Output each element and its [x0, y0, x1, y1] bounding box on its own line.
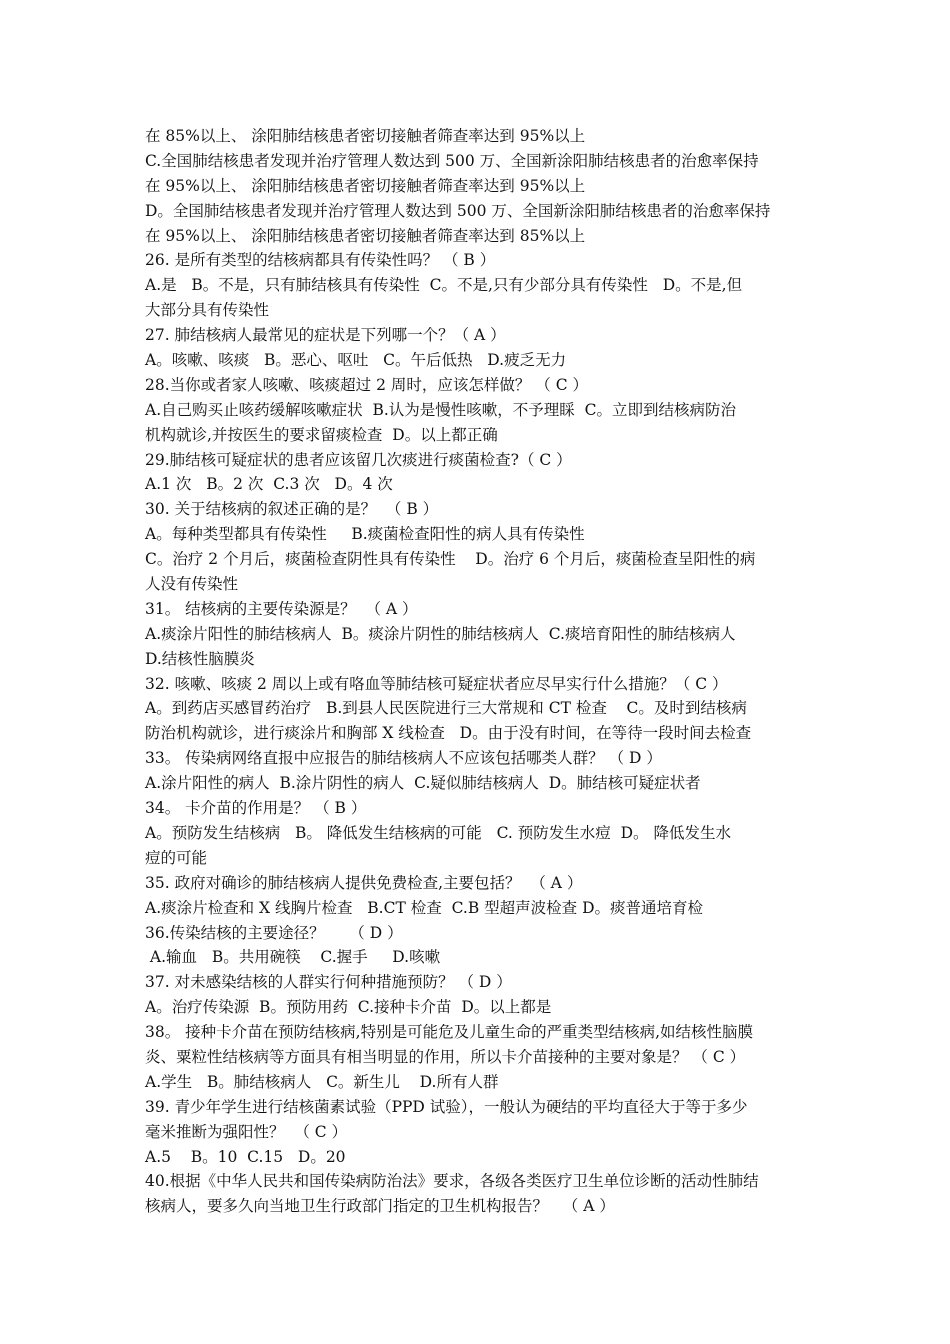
options-line: D.结核性脑膜炎 [145, 649, 255, 668]
question-line: 31。 结核病的主要传染源是？ （ A ） [145, 599, 418, 618]
question-line: 28.当你或者家人咳嗽、咳痰超过 2 周时，应该怎样做？ （ C ） [145, 375, 589, 394]
text-line: C.全国肺结核患者发现并治疗管理人数达到 500 万、全国新涂阳肺结核患者的治愈率保持 [145, 151, 759, 170]
question-line: 34。 卡介苗的作用是？ （ B ） [145, 799, 367, 818]
options-line: A.痰涂片阳性的肺结核病人 B。痰涂片阴性的肺结核病人 C.痰培育阳性的肺结核病人 [145, 624, 736, 643]
options-line: A。到药店买感冒药治疗 B.到县人民医院进行三大常规和 CT 检查 C。及时到结核病 [145, 699, 747, 718]
question-line: 33。 传染病网络直报中应报告的肺结核病人不应该包括哪类人群？ （ D ） [145, 749, 662, 768]
options-line: A。治疗传染源 B。预防用药 C.接种卡介苗 D。以上都是 [145, 998, 552, 1017]
question-line: 37. 对未感染结核的人群实行何种措施预防？ （ D ） [145, 973, 512, 992]
question-line: 36.传染结核的主要途径？ （ D ） [145, 923, 403, 942]
options-line: A.是 B。不是，只有肺结核具有传染性 C。不是,只有少部分具有传染性 D。不是,但 [145, 276, 743, 295]
question-line: 32. 咳嗽、咳痰 2 周以上或有咯血等肺结核可疑症状者应尽早实行什么措施？（ C ） [145, 674, 728, 693]
text-line: 在 85%以上、 涂阳肺结核患者密切接触者筛查率达到 95%以上 [145, 127, 586, 145]
options-line: 大部分具有传染性 [145, 301, 270, 320]
options-line: A。咳嗽、咳痰 B。恶心、呕吐 C。午后低热 D.疲乏无力 [145, 351, 567, 370]
question-line: 炎、粟粒性结核病等方面具有相当明显的作用，所以卡介苗接种的主要对象是？ （ C ） [145, 1047, 746, 1066]
question-line: 35. 政府对确诊的肺结核病人提供免费检查,主要包括？ （ A ） [145, 873, 583, 892]
options-line: A.学生 B。肺结核病人 C。新生儿 D.所有人群 [145, 1072, 499, 1091]
options-line: C。治疗 2 个月后，痰菌检查阴性具有传染性 D。治疗 6 个月后，痰菌检查呈阳性的病 [145, 550, 756, 569]
question-line: 27. 肺结核病人最常见的症状是下列哪一个？（ A ） [145, 326, 506, 345]
options-line: A.痰涂片检查和 X 线胸片检查 B.CT 检查 C.B 型超声波检查 D。痰普通培育检 [145, 898, 703, 917]
question-line: 38。 接种卡介苗在预防结核病,特别是可能危及儿童生命的严重类型结核病,如结核性脑膜 [145, 1023, 754, 1042]
question-line: 30. 关于结核病的叙述正确的是？ （ B ） [145, 500, 439, 519]
question-line: 39. 青少年学生进行结核菌素试验（PPD 试验），一般认为硬结的平均直径大于等于多少 [145, 1097, 748, 1116]
options-line: A.1 次 B。2 次 C.3 次 D。4 次 [145, 475, 393, 494]
question-line: 26. 是所有类型的结核病都具有传染性吗？ （ B ） [145, 251, 496, 270]
question-line: 40.根据《中华人民共和国传染病防治法》要求，各级各类医疗卫生单位诊断的活动性肺结 [145, 1172, 759, 1191]
text-line: 在 95%以上、 涂阳肺结核患者密切接触者筛查率达到 95%以上 [145, 176, 586, 195]
options-line: 痘的可能 [145, 848, 208, 867]
options-line: A.自己购买止咳药缓解咳嗽症状 B.认为是慢性咳嗽，不予理睬 C。立即到结核病防治 [145, 400, 737, 419]
document-page [145, 124, 810, 1219]
options-line: A。每种类型都具有传染性 B.痰菌检查阳性的病人具有传染性 [145, 525, 585, 544]
options-line: A。预防发生结核病 B。 降低发生结核病的可能 C. 预防发生水痘 D。 降低发生水 [145, 823, 731, 842]
text-line: D。全国肺结核患者发现并治疗管理人数达到 500 万、全国新涂阳肺结核患者的治愈率保持 [145, 201, 771, 220]
question-line: 毫米推断为强阳性？ （ C ） [145, 1122, 348, 1141]
question-line: 29.肺结核可疑症状的患者应该留几次痰进行痰菌检查?（ C ） [145, 450, 572, 469]
options-line: A.涂片阳性的病人 B.涂片阴性的病人 C.疑似肺结核病人 D。肺结核可疑症状者 [145, 774, 701, 793]
question-line: 核病人，要多久向当地卫生行政部门指定的卫生机构报告？ （ A ） [145, 1197, 615, 1216]
options-line: 机构就诊,并按医生的要求留痰检查 D。以上都正确 [145, 425, 498, 444]
text-line: 在 95%以上、 涂阳肺结核患者密切接触者筛查率达到 85%以上 [145, 226, 586, 245]
options-line: 人没有传染性 [145, 575, 239, 594]
options-line: 防治机构就诊，进行痰涂片和胸部 X 线检查 D。由于没有时间，在等待一段时间去检查 [145, 724, 752, 743]
options-line: A.输血 B。共用碗筷 C.握手 D.咳嗽 [145, 948, 441, 967]
options-line: A.5 B。10 C.15 D。20 [145, 1147, 346, 1166]
